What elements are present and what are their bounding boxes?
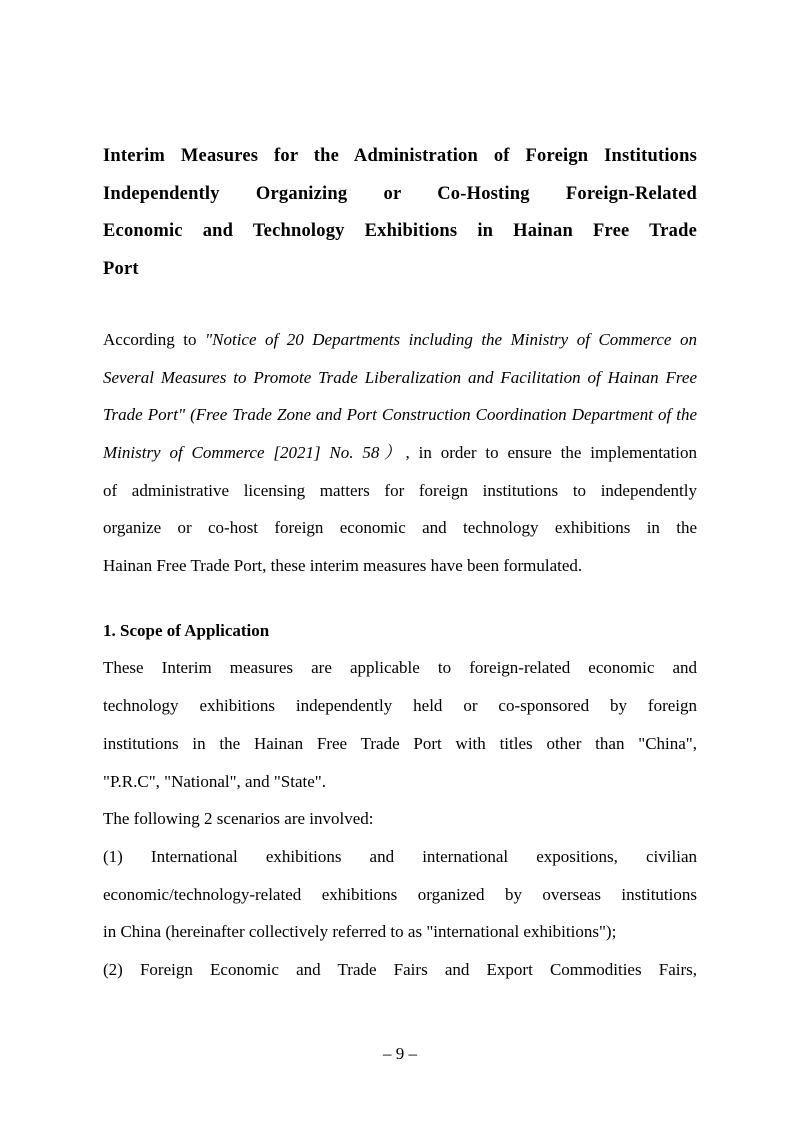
document-title	[103, 138, 697, 289]
scenario-1-paragraph	[103, 838, 697, 951]
intro-line-3: Trade Port" (Free Trade Zone and Port Construction Coordination Department of the	[103, 405, 697, 425]
section-1	[103, 612, 697, 989]
intro-line-5: of administrative licensing matters for foreign institutions to independently	[103, 480, 697, 500]
scenario-1-line-2: economic/technology-related exhibitions organized by overseas institutions	[103, 884, 697, 904]
intro-line-2: Several Measures to Promote Trade Liberalization and Facilitation of Hainan Free	[103, 367, 697, 387]
intro-line-1	[103, 321, 697, 359]
intro-line-1-normal: According to	[103, 329, 205, 349]
scope-line-3: institutions in the Hainan Free Trade Port with titles other than "China",	[103, 733, 697, 753]
title-line-1: Interim Measures for the Administration of Foreign Institutions	[103, 146, 697, 166]
intro-line-6: organize or co-host foreign economic and technology exhibitions in the	[103, 518, 697, 538]
scope-paragraph	[103, 649, 697, 800]
section-heading: 1. Scope of Application	[103, 620, 270, 640]
scope-line-4: "P.R.C", "National", and "State".	[103, 771, 326, 791]
scope-line-1: These Interim measures are applicable to foreign-related economic and	[103, 658, 697, 678]
scenarios-intro-line: The following 2 scenarios are involved:	[103, 809, 374, 829]
title-line-4: Port	[103, 259, 139, 280]
scenario-1-line-3: in China (hereinafter collectively referred to as "international exhibitions");	[103, 922, 617, 942]
intro-line-4-normal: , in order to ensure the implementation	[405, 442, 697, 462]
scenario-2-line: (2) Foreign Economic and Trade Fairs and Export Commodities Fairs,	[103, 960, 697, 980]
intro-paragraph	[103, 321, 697, 585]
title-line-2: Independently Organizing or Co-Hosting Foreign-Related	[103, 183, 697, 204]
intro-line-4-italic: Ministry of Commerce [2021] No. 58）	[103, 442, 406, 462]
title-line-3: Economic and Technology Exhibitions in Hainan Free Trade	[103, 221, 697, 242]
page-number: – 9 –	[383, 1044, 417, 1063]
scenario-1-line-1: (1) International exhibitions and international expositions, civilian	[103, 846, 697, 866]
intro-line-4	[103, 434, 697, 472]
scope-line-2: technology exhibitions independently held or co-sponsored by foreign	[103, 696, 697, 716]
intro-line-1-italic: "Notice of 20 Departments including the Ministry of Commerce on	[205, 329, 697, 349]
document-content	[103, 138, 697, 989]
intro-line-7: Hainan Free Trade Port, these interim measures have been formulated.	[103, 556, 583, 576]
